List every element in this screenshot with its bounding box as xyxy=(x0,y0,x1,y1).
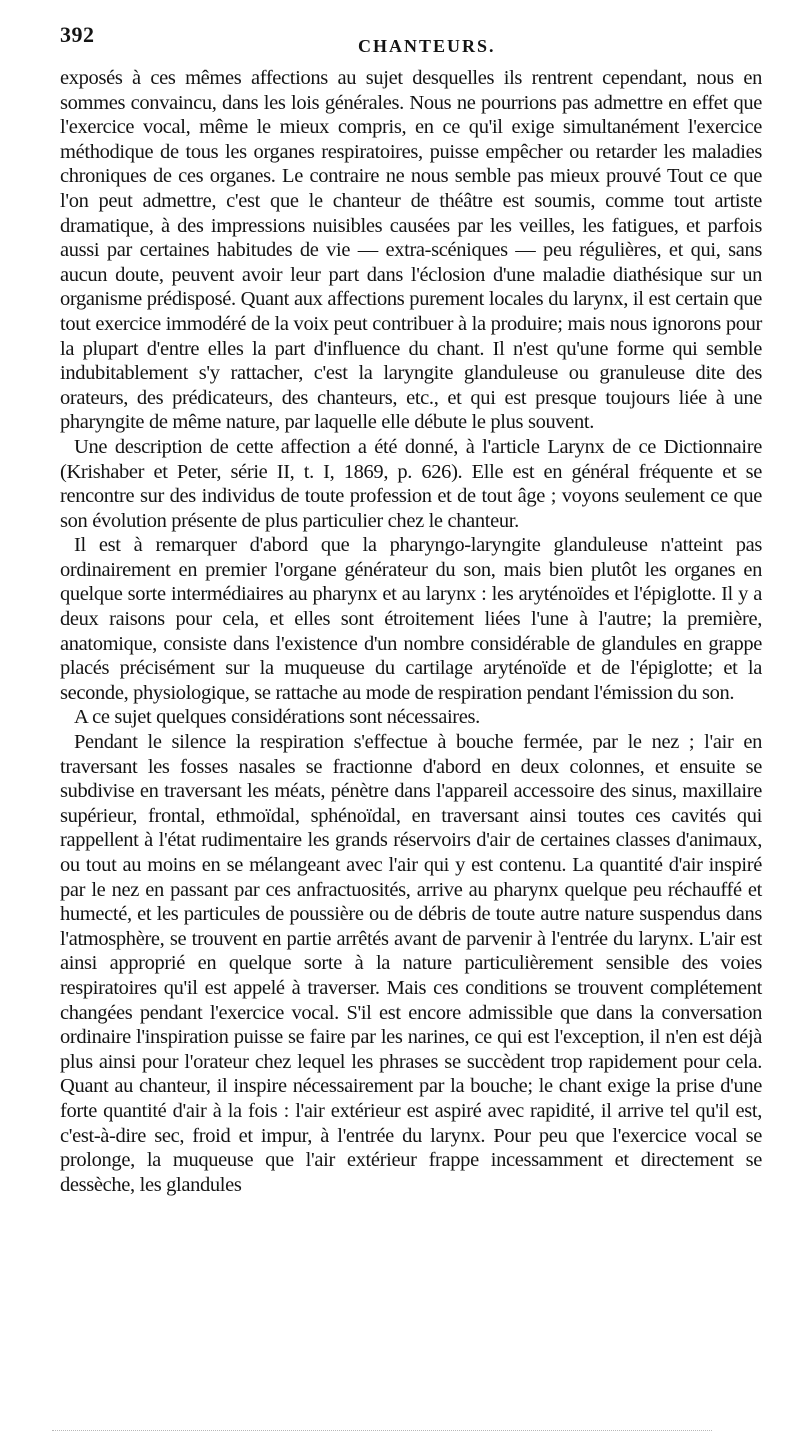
running-head: CHANTEURS. xyxy=(358,36,496,56)
page-header xyxy=(60,22,762,56)
page-number: 392 xyxy=(60,22,95,47)
paragraph-3: Il est à remarquer d'abord que la pharyngo-laryngite glanduleuse n'atteint pas ordinairement en premier l'organe générateur du son, mais bien plutôt les organes en quelque sorte intermédiaires au pharynx et au larynx : les aryténoïdes et l'épiglotte. Il y a deux raisons pour cela, et elles sont étroitement liées l'une à l'autre; la première, anatomique, consiste dans l'existence d'un nombre considérable de glandules en grappe placés précisément sur la muqueuse du cartilage aryténoïde et de l'épiglotte; et la seconde, physiologique, se rattache au mode de respiration pendant l'émission du son. xyxy=(60,534,762,704)
scan-artifact-line xyxy=(52,1430,712,1434)
body-text xyxy=(60,66,762,1197)
paragraph-5: Pendant le silence la respiration s'effectue à bouche fermée, par le nez ; l'air en traversant les fosses nasales se fractionne d'abord en deux colonnes, et ensuite se subdivise en traversant les méats, pénètre dans l'appareil accessoire des sinus, maxillaire supérieur, frontal, ethmoïdal, sphénoïdal, en traversant ainsi toutes ces cavités qui rappellent à l'état rudimentaire les grands réservoirs d'air de certaines classes d'animaux, ou tout au moins en se mélangeant avec l'air qui y est contenu. La quantité d'air inspiré par le nez en passant par ces anfractuosités, arrive au pharynx quelque peu réchauffé et humecté, et les particules de poussière ou de débris de toute autre nature suspendus dans l'atmosphère, se trouvent en partie arrêtés avant de parvenir à l'entrée du larynx. L'air est ainsi approprié en quelque sorte à la nature particulièrement sensible des voies respiratoires qu'il est appelé à traverser. Mais ces conditions se trouvent complétement changées pendant l'exercice vocal. S'il est encore admissible que dans la conversation ordinaire l'inspiration puisse se faire par les narines, ce qui est l'exception, il n'en est déjà plus ainsi pour l'orateur chez lequel les phrases se succèdent trop rapidement pour cela. Quant au chanteur, il inspire nécessairement par la bouche; le chant exige la prise d'une forte quantité d'air à la fois : l'air extérieur est aspiré avec rapidité, il arrive tel qu'il est, c'est-à-dire sec, froid et impur, à l'entrée du larynx. Pour peu que l'exercice vocal se prolonge, la muqueuse que l'air extérieur frappe incessamment et directement se dessèche, les glandules xyxy=(60,731,762,1196)
paragraph-4: A ce sujet quelques considérations sont nécessaires. xyxy=(74,706,480,729)
paragraph-2: Une description de cette affection a été donné, à l'article Larynx de ce Dictionnaire (Krishaber et Peter, série II, t. I, 1869, p. 626). Elle est en général fréquente et se rencontre sur des individus de toute profession et de tout âge ; voyons seulement ce que son évolution présente de plus particulier chez le chanteur. xyxy=(60,435,762,532)
paragraph-1: exposés à ces mêmes affections au sujet desquelles ils rentrent cependant, nous en sommes convaincu, dans les lois générales. Nous ne pourrions pas admettre en effet que l'exercice vocal, même le mieux compris, en ce qu'il exige simultanément l'exercice méthodique de tous les organes respiratoires, puisse empêcher ou retarder les maladies chroniques de ces organes. Le contraire ne nous semble pas mieux prouvé Tout ce que l'on peut admettre, c'est que le chanteur de théâtre est soumis, comme tout artiste dramatique, à des impressions nuisibles causées par les veilles, les fatigues, et parfois aussi par certaines habitudes de vie — extra-scéniques — peu régulières, et qui, sans aucun doute, peuvent avoir leur part dans l'éclosion d'une maladie diathésique sur un organisme prédisposé. Quant aux affections purement locales du larynx, il est certain que tout exercice immodéré de la voix peut contribuer à la produire; mais nous ignorons pour la plupart d'entre elles la part d'influence du chant. Il n'est qu'une forme qui semble indubitablement s'y rattacher, c'est la laryngite glanduleuse ou granuleuse dite des orateurs, des prédicateurs, des chanteurs, etc., et qui est presque toujours liée à une pharyngite de même nature, par laquelle elle débute le plus souvent. xyxy=(60,67,762,434)
